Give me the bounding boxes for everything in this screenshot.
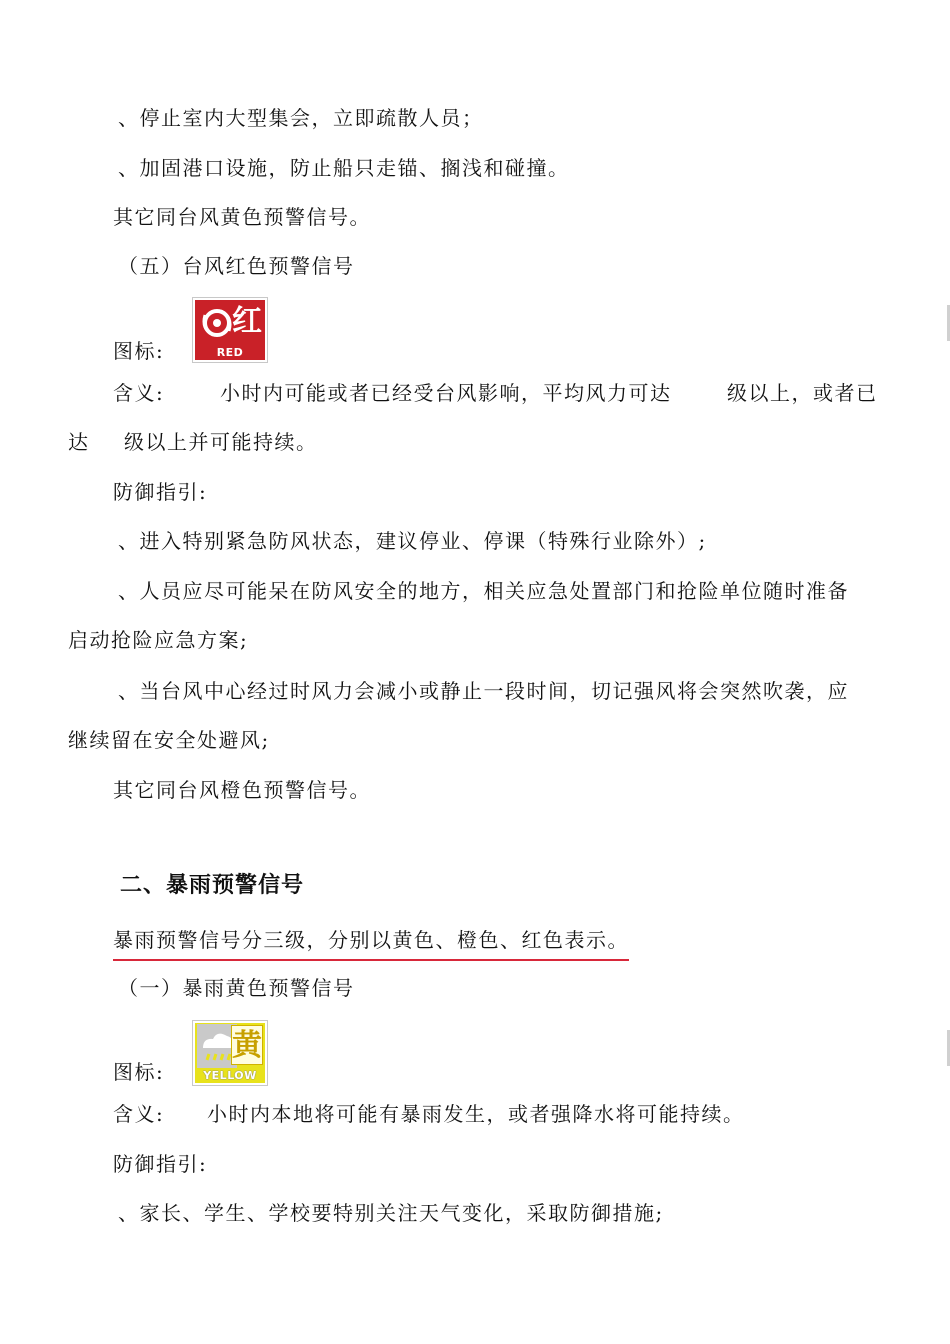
defense-guide-label: 防御指引: (113, 1152, 208, 1176)
text-line: 级以上，或者已 (727, 381, 878, 405)
warning-char: 红 (232, 304, 262, 339)
meaning-label: 含义: (113, 1102, 165, 1126)
text-line: 、停止室内大型集会，立即疏散人员； (118, 106, 484, 130)
text-line: 其它同台风橙色预警信号。 (113, 778, 371, 802)
text-line: 继续留在安全处避风; (68, 728, 270, 752)
text-line: 、家长、学生、学校要特别关注天气变化，采取防御措施; (118, 1201, 664, 1225)
meaning-label: 含义: (113, 381, 165, 405)
text-line: 级以上并可能持续。 (124, 430, 318, 454)
text-line: 小时内本地将可能有暴雨发生，或者强降水将可能持续。 (207, 1102, 745, 1126)
warning-level-label: YELLOW (195, 1069, 265, 1083)
text-line: 小时内可能或者已经受台风影响，平均风力可达 (220, 381, 672, 405)
text-line: 达 (68, 430, 90, 454)
section-heading: 二、暴雨预警信号 (120, 873, 305, 898)
section-subtitle: （五）台风红色预警信号 (118, 254, 355, 278)
text-line: 、当台风中心经过时风力会减小或静止一段时间，切记强风将会突然吹袭，应 (118, 679, 849, 703)
underlined-text-line: 暴雨预警信号分三级，分别以黄色、橙色、红色表示。 (113, 925, 629, 961)
text-line: 启动抢险应急方案; (68, 628, 249, 652)
text-line: 、人员应尽可能呆在防风安全的地方，相关应急处置部门和抢险单位随时准备 (118, 579, 849, 603)
text-line: 、进入特别紧急防风状态，建议停业、停课（特殊行业除外）; (118, 529, 707, 553)
typhoon-red-warning-icon (192, 297, 268, 363)
icon-label-text: 图标: (113, 1060, 165, 1084)
warning-char: 黄 (231, 1025, 263, 1065)
warning-level-label: RED (195, 346, 265, 360)
rainstorm-yellow-warning-icon (192, 1020, 268, 1086)
defense-guide-label: 防御指引: (113, 480, 208, 504)
text-line: 其它同台风黄色预警信号。 (113, 205, 371, 229)
text-line: 、加固港口设施，防止船只走锚、搁浅和碰撞。 (118, 156, 570, 180)
icon-label-text: 图标: (113, 339, 165, 363)
section-subtitle: （一）暴雨黄色预警信号 (118, 976, 355, 1000)
